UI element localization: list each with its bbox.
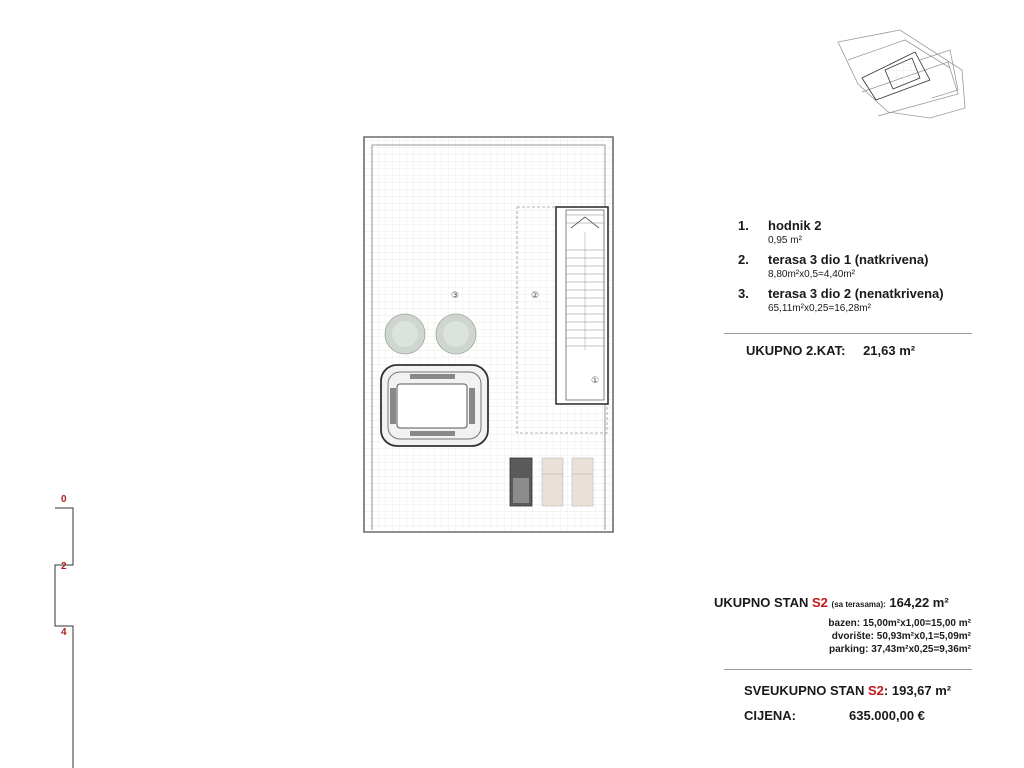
floor-total-label: UKUPNO 2.KAT:	[746, 343, 846, 358]
unit-total-note: (sa terasama):	[831, 600, 886, 609]
legend-item-3	[738, 286, 998, 314]
unit-total-value: 164,22 m²	[889, 595, 949, 610]
sun-lounger-dark	[510, 458, 532, 506]
level-label-4: 4	[61, 627, 67, 638]
legend-item-title: terasa 3 dio 1 (natkrivena)	[768, 252, 929, 267]
planter-right	[436, 314, 476, 354]
legend-item-title: hodnik 2	[768, 218, 822, 233]
room-mark-1: ①	[591, 376, 600, 386]
room-mark-3: ③	[451, 291, 460, 301]
unit-total	[714, 595, 949, 610]
sun-lounger-middle	[542, 458, 563, 506]
legend-item-area: 65,11m²x0,25=16,28m²	[768, 303, 871, 314]
legend-item-area: 8,80m²x0,5=4,40m²	[768, 269, 855, 280]
hot-tub	[381, 365, 488, 446]
grand-total	[744, 683, 951, 698]
floor-total	[746, 343, 915, 358]
level-label-2: 2	[61, 561, 67, 572]
grand-total-label: SVEUKUPNO STAN	[744, 683, 865, 698]
legend-item-number: 1.	[738, 218, 749, 233]
floor-total-value: 21,63 m²	[863, 343, 916, 358]
yard-area: dvorište: 50,93m²x0,1=5,09m²	[831, 631, 971, 642]
room-legend	[738, 218, 998, 320]
level-marker	[55, 508, 73, 768]
level-label-0: 0	[61, 494, 67, 505]
staircase	[556, 207, 608, 404]
legend-item-number: 3.	[738, 286, 749, 301]
price-value: 635.000,00 €	[849, 708, 925, 723]
pool-area: bazen: 15,00m²x1,00=15,00 m²	[828, 618, 971, 629]
sun-lounger-right	[572, 458, 593, 506]
legend-item-area: 0,95 m²	[768, 235, 802, 246]
legend-item-title: terasa 3 dio 2 (nenatkrivena)	[768, 286, 944, 301]
legend-item-2	[738, 252, 998, 280]
legend-item-number: 2.	[738, 252, 749, 267]
legend-divider	[724, 333, 972, 334]
parking-area: parking: 37,43m²x0,25=9,36m²	[828, 644, 971, 655]
price	[744, 708, 925, 723]
summary-divider	[724, 669, 972, 670]
room-mark-2: ②	[531, 291, 540, 301]
legend-item-1	[738, 218, 998, 246]
price-label: CIJENA:	[744, 708, 797, 723]
unit-code: S2	[812, 595, 828, 610]
site-location-map	[838, 30, 965, 118]
grand-total-code: S2	[868, 683, 884, 698]
grand-total-value: : 193,67 m²	[883, 683, 952, 698]
extra-areas	[828, 617, 971, 656]
planter-left	[385, 314, 425, 354]
unit-total-label: UKUPNO STAN	[714, 595, 809, 610]
